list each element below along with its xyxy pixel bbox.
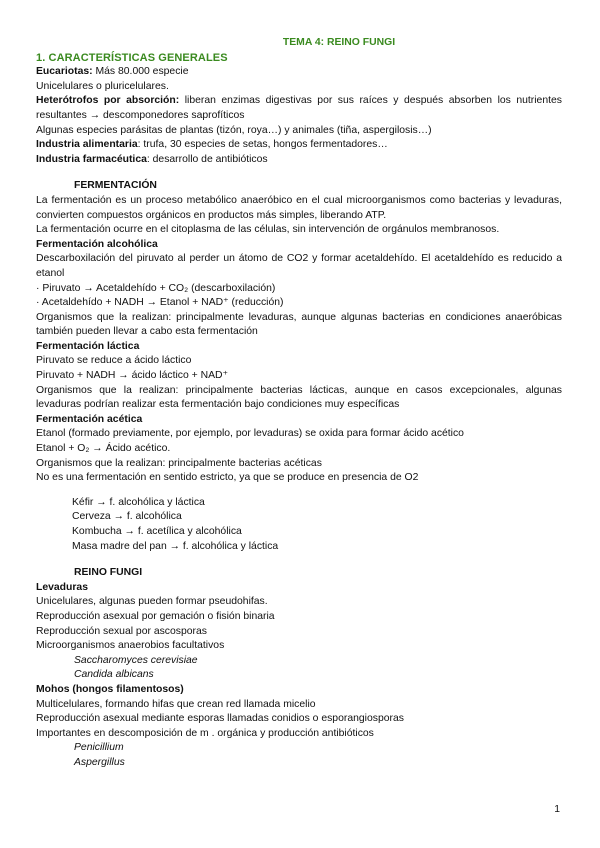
heterotrofos-paragraph: Heterótrofos por absorción: liberan enzimas digestivas por sus raíces y después absorben los nutrientes resultantes → descomponedores saprofíticos [36, 95, 562, 121]
species-name: Aspergillus [74, 756, 125, 768]
fermentacion-alcoholica-desc: Descarboxilación del piruvato al perder un átomo de CO2 y formar acetaldehído. El acetaldehído es reducido a etanol [36, 253, 562, 279]
example-item: Cerveza → f. alcohólica [72, 511, 182, 523]
species-name: Saccharomyces cerevisiae [74, 654, 198, 666]
levaduras-line: Reproducción sexual por ascosporas [36, 625, 207, 637]
eucariotas-line: Eucariotas: Más 80.000 especie [36, 66, 189, 78]
fermentacion-alcoholica-title: Fermentación alcohólica [36, 238, 158, 250]
levaduras-title: Levaduras [36, 581, 88, 593]
alcoholica-organismos: Organismos que la realizan: principalmente levaduras, aunque algunas bacterias en condiciones anaeróbicas también pueden llevar a cabo esta fermentación [36, 311, 562, 338]
levaduras-line: Microorganismos anaerobios facultativos [36, 640, 225, 652]
mohos-line: Reproducción asexual mediante esporas llamadas conidios o esporangiosporas [36, 713, 404, 725]
levaduras-line: Reproducción asexual por gemación o fisión binaria [36, 610, 275, 622]
levaduras-line: Unicelulares, algunas pueden formar pseudohifas. [36, 596, 268, 608]
lactica-organismos: Organismos que la realizan: principalmente bacterias lácticas, aunque en casos excepcionales, algunas levaduras podrían realizar esta fermentación bajo condiciones muy específicas [36, 384, 562, 411]
mohos-line: Multicelulares, formando hifas que crean red llamada micelio [36, 698, 316, 710]
acetica-organismos: Organismos que la realizan: principalmente bacterias acéticas [36, 457, 322, 469]
lactica-line-1: Piruvato se reduce a ácido láctico [36, 355, 192, 367]
document-title: TEMA 4: REINO FUNGI [282, 37, 396, 48]
example-item: Masa madre del pan → f. alcohólica y láctica [72, 540, 279, 552]
page-number: 1 [554, 804, 560, 815]
fermentacion-acetica-title: Fermentación acética [36, 413, 143, 425]
industria-alimentaria-line: Industria alimentaria: trufa, 30 especies de setas, hongos fermentadores… [36, 139, 388, 151]
species-name: Penicillium [74, 742, 124, 754]
example-item: Kéfir → f. alcohólica y láctica [72, 496, 205, 508]
acetica-line-1: Etanol (formado previamente, por ejemplo, por levaduras) se oxida para formar ácido acético [36, 428, 464, 440]
example-item: Kombucha → f. acetílica y alcohólica [72, 526, 242, 537]
unicelulares-line: Unicelulares o pluricelulares. [36, 80, 169, 92]
alcoholica-step-2: · Acetaldehído + NADH → Etanol + NAD⁺ (reducción) [36, 297, 284, 309]
acetica-line-2: Etanol + O₂ → Ácido acético. [36, 443, 171, 455]
fermentacion-intro: La fermentación es un proceso metabólico anaeróbico en el cual microorganismos como bacterias y levaduras, convierten compuestos orgánicos en productos más simples, liberando ATP. [36, 194, 562, 221]
parasitas-line: Algunas especies parásitas de plantas (tizón, roya…) y animales (tiña, aspergilosis…) [36, 124, 432, 136]
acetica-note: No es una fermentación en sentido estricto, ya que se produce en presencia de O2 [36, 472, 419, 484]
section-heading-caracteristicas: 1. CARACTERÍSTICAS GENERALES [36, 51, 228, 64]
mohos-title: Mohos (hongos filamentosos) [36, 683, 184, 695]
lactica-line-2: Piruvato + NADH → ácido láctico + NAD⁺ [36, 370, 229, 382]
document-page [36, 36, 562, 771]
alcoholica-step-1: · Piruvato → Acetaldehído + CO₂ (descarboxilación) [36, 282, 276, 294]
mohos-line: Importantes en descomposición de m . orgánica y producción antibióticos [36, 727, 374, 739]
fermentacion-citoplasma: La fermentación ocurre en el citoplasma de las células, sin intervención de orgánulos membranosos. [36, 224, 500, 236]
reino-fungi-heading: REINO FUNGI [74, 567, 143, 579]
fermentacion-lactica-title: Fermentación láctica [36, 340, 140, 352]
fermentacion-heading: FERMENTACIÓN [74, 180, 157, 192]
industria-farmaceutica-line: Industria farmacéutica: desarrollo de antibióticos [36, 153, 268, 165]
species-name: Candida albicans [74, 669, 154, 681]
